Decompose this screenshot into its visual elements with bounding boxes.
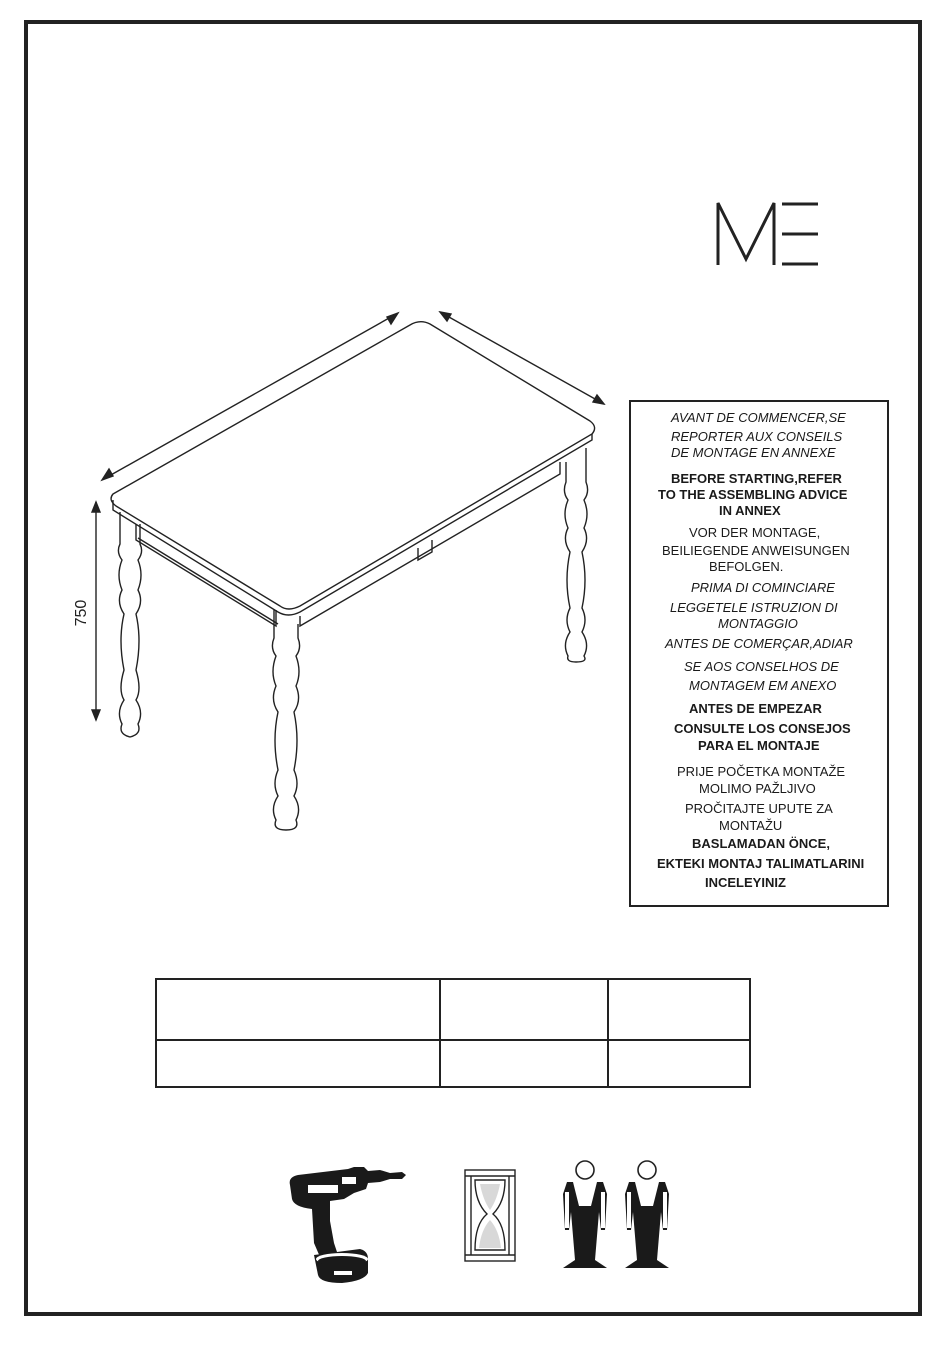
table-illustration [60, 300, 620, 840]
notice-de-line-2: BEILIEGENDE ANWEISUNGEN [662, 543, 850, 558]
brand-logo [716, 201, 820, 267]
notice-en-line-1: BEFORE STARTING,REFER [671, 471, 842, 486]
notice-en-line-3: IN ANNEX [719, 503, 781, 518]
width-dimension-arrow [440, 312, 604, 404]
person-icon [625, 1161, 669, 1268]
product-info-table [155, 978, 751, 1088]
notice-en-line-2: TO THE ASSEMBLING ADVICE [658, 487, 848, 502]
height-value: 750 [73, 599, 90, 627]
height-dimension-label [70, 598, 94, 632]
notice-de-line-3: BEFOLGEN. [709, 559, 784, 574]
notice-fr-line-1: AVANT DE COMMENCER,SE [671, 410, 846, 425]
assembly-notice-box [629, 400, 889, 907]
notice-pt-line-3: MONTAGEM EM ANEXO [689, 678, 837, 693]
cordless-drill-icon [284, 1163, 410, 1285]
length-dimension-arrow [102, 313, 398, 480]
notice-it-line-1: PRIMA DI COMINCIARE [691, 580, 835, 595]
notice-tr-line-3: INCELEYINIZ [705, 875, 786, 890]
table-divider [607, 980, 609, 1086]
notice-fr-line-3: DE MONTAGE EN ANNEXE [671, 445, 836, 460]
notice-hr-line-3: PROČITAJTE UPUTE ZA [685, 801, 833, 816]
notice-tr-line-2: EKTEKI MONTAJ TALIMATLARINI [657, 856, 865, 871]
hourglass-icon [463, 1168, 517, 1263]
notice-tr-line-1: BASLAMADAN ÖNCE, [692, 836, 830, 851]
two-persons-icon [555, 1160, 675, 1272]
notice-de-line-1: VOR DER MONTAGE, [689, 525, 821, 540]
notice-fr-line-2: REPORTER AUX CONSEILS [671, 429, 843, 444]
person-icon [563, 1161, 607, 1268]
notice-pt-line-1: ANTES DE COMERÇAR,ADIAR [665, 636, 853, 651]
notice-es-line-3: PARA EL MONTAJE [698, 738, 820, 753]
notice-hr-line-1: PRIJE POČETKA MONTAŽE [677, 764, 846, 779]
table-divider [439, 980, 441, 1086]
notice-pt-line-2: SE AOS CONSELHOS DE [684, 659, 839, 674]
notice-it-line-3: MONTAGGIO [718, 616, 798, 631]
notice-it-line-2: LEGGETELE ISTRUZION DI [670, 600, 838, 615]
notice-es-line-1: ANTES DE EMPEZAR [689, 701, 822, 716]
notice-es-line-2: CONSULTE LOS CONSEJOS [674, 721, 851, 736]
notice-hr-line-4: MONTAŽU [719, 818, 783, 833]
table-divider [157, 1039, 749, 1041]
notice-hr-line-2: MOLIMO PAŽLJIVO [699, 781, 816, 796]
